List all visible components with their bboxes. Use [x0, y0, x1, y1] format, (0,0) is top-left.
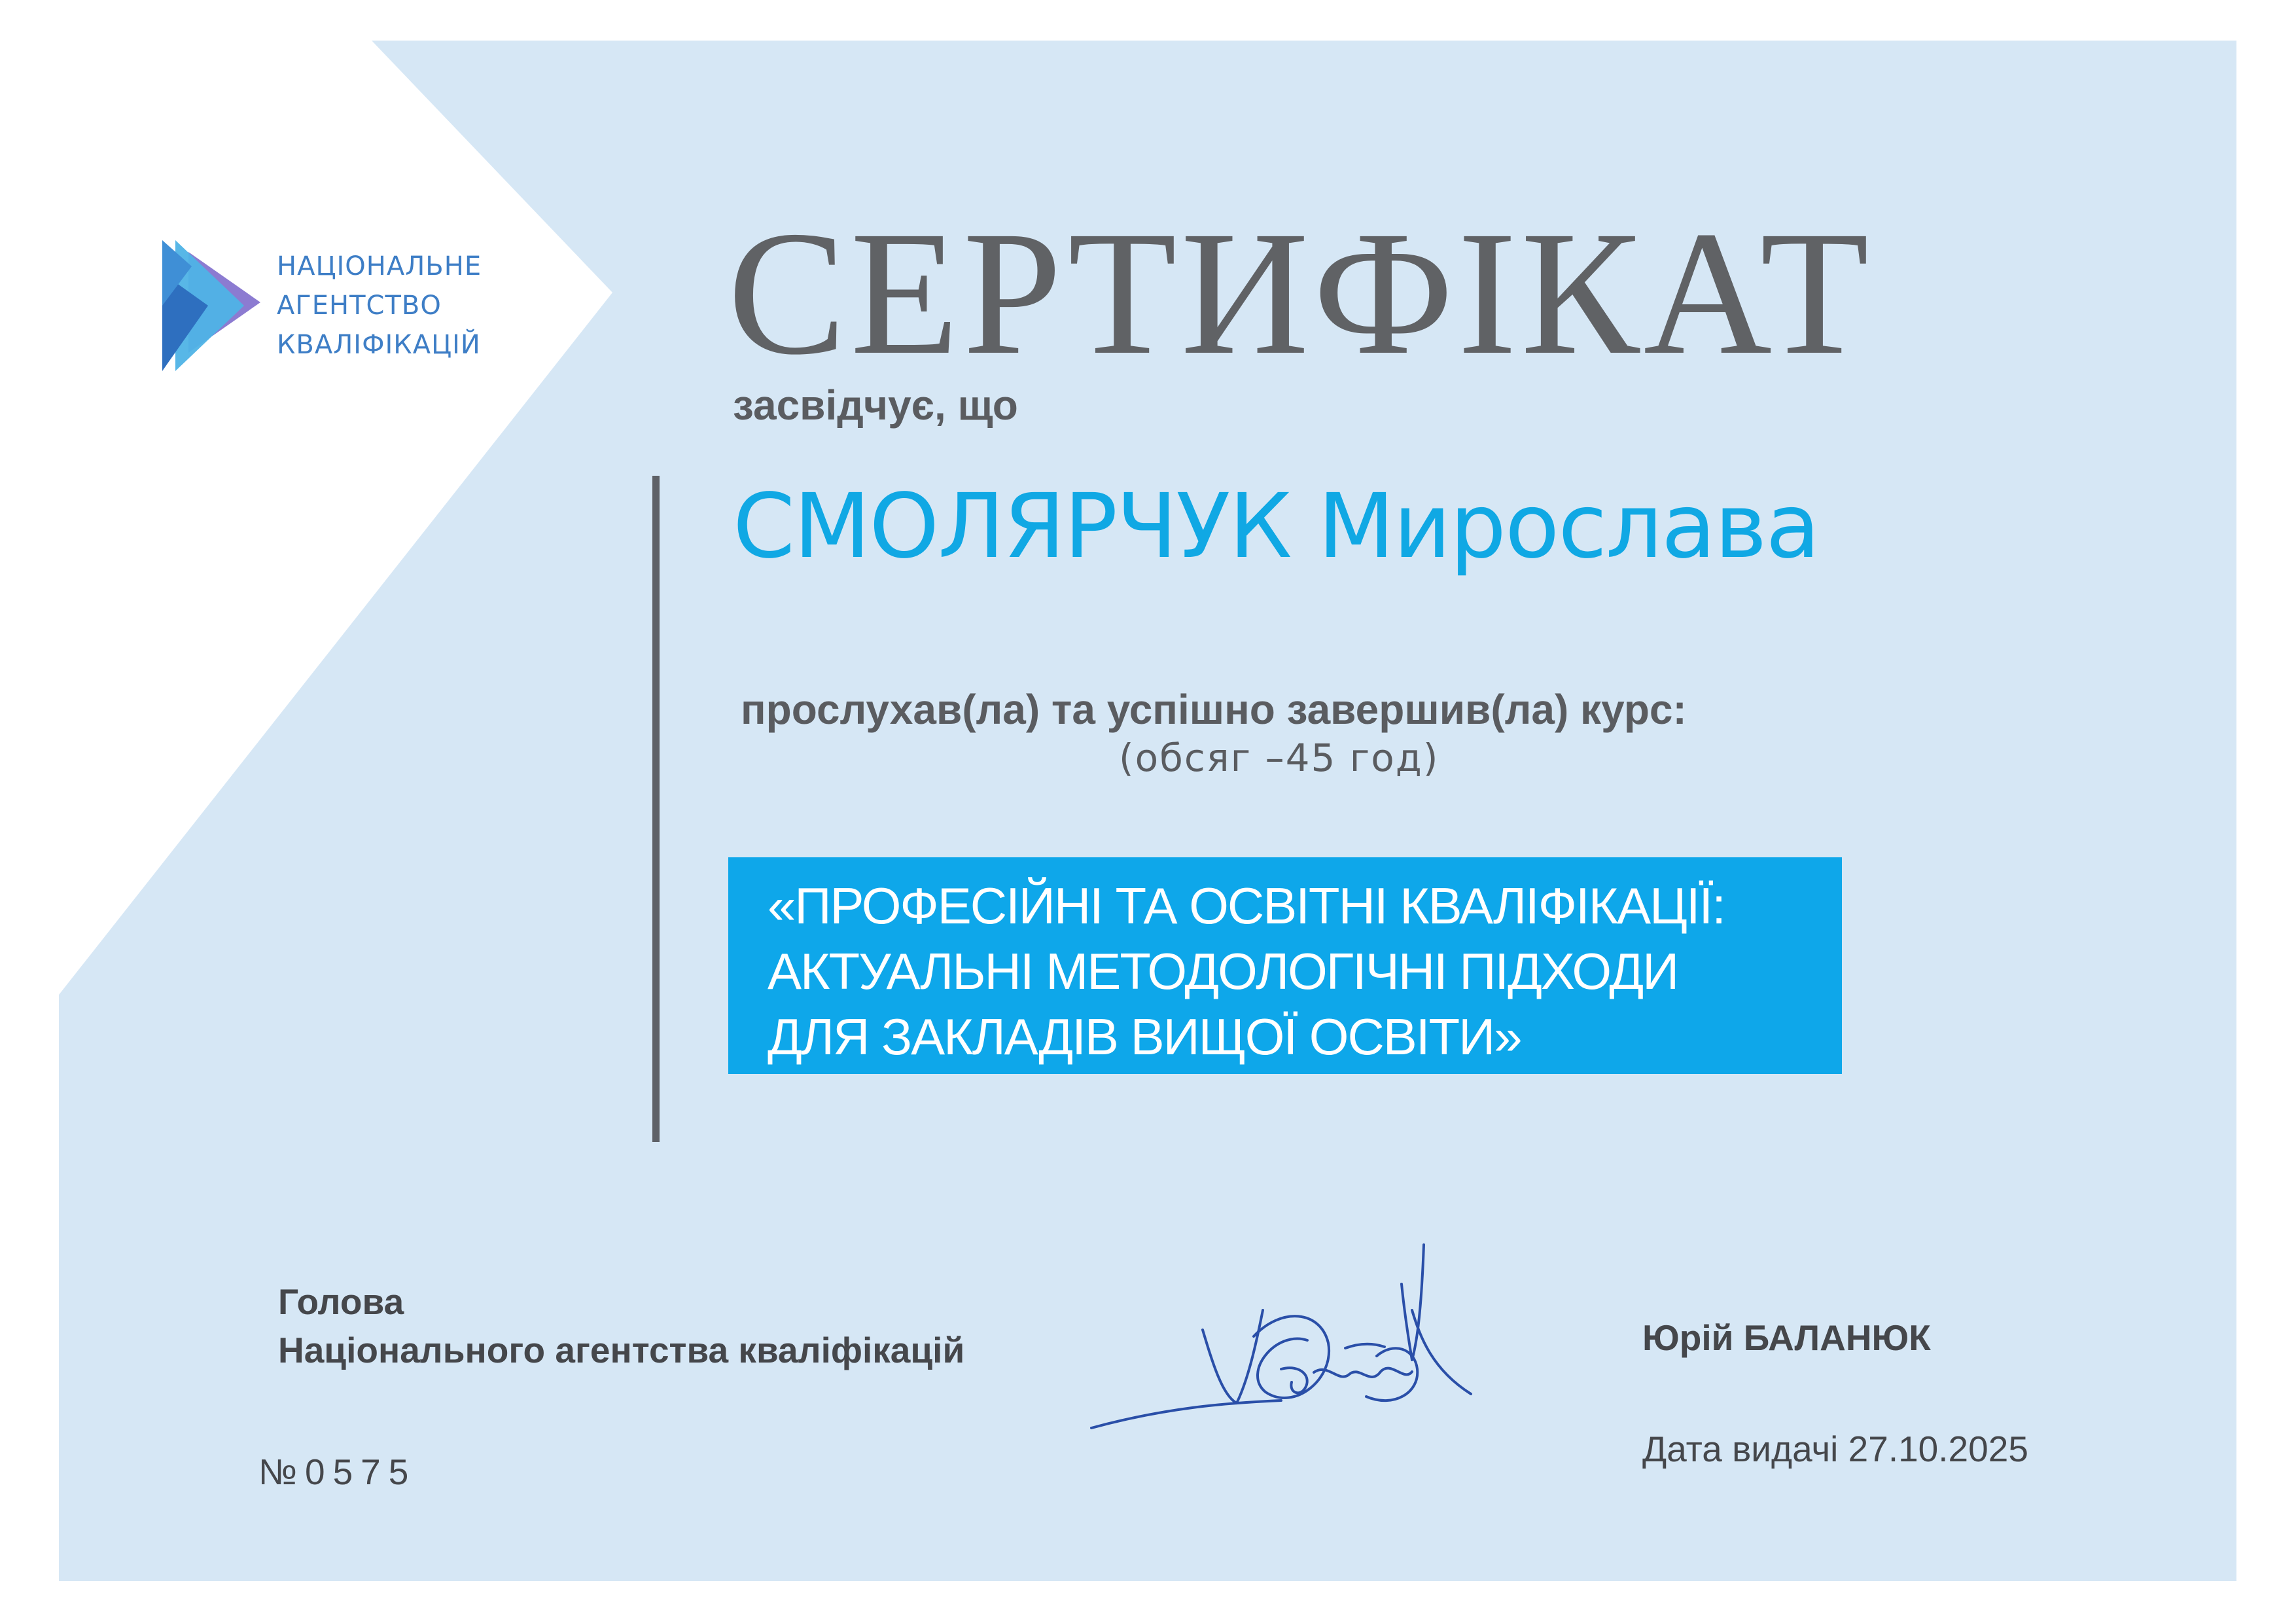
signer-role [278, 1277, 964, 1374]
signer-role-line: Голова [278, 1281, 404, 1322]
course-title-line: АКТУАЛЬНІ МЕТОДОЛОГІЧНІ ПІДХОДИ [768, 942, 1678, 1000]
course-title-line: «ПРОФЕСІЙНІ ТА ОСВІТНІ КВАЛІФІКАЦІЇ: [768, 877, 1725, 935]
agency-name-line: НАЦІОНАЛЬНЕ [277, 251, 482, 281]
stacked-triangles-logo-icon [162, 227, 267, 384]
issue-date: Дата видачі 27.10.2025 [1642, 1429, 2028, 1469]
certifies-text: засвідчує, що [733, 382, 1018, 429]
vertical-divider [652, 476, 660, 1142]
certificate [59, 41, 2236, 1581]
certificate-number: №0575 [258, 1452, 417, 1492]
course-volume: (обсяг –45 год) [1119, 736, 1439, 780]
signer-name: Юрій БАЛАНЮК [1642, 1317, 1931, 1358]
completion-text: прослухав(ла) та успішно завершив(ла) курс: [741, 686, 1687, 733]
course-title-line: ДЛЯ ЗАКЛАДІВ ВИЩОЇ ОСВІТИ» [768, 1008, 1521, 1065]
recipient-name: СМОЛЯРЧУК Мирослава [733, 475, 1819, 579]
agency-name-line: КВАЛІФІКАЦІЙ [277, 330, 481, 360]
agency-name [277, 247, 482, 365]
course-title-box [728, 857, 1842, 1074]
signature [1085, 1232, 1517, 1444]
certificate-title: СЕРТИФІКАТ [728, 194, 1873, 391]
course-title [768, 873, 1725, 1069]
handwritten-signature [1085, 1232, 1517, 1441]
signer-role-line: Національного агентства кваліфікацій [278, 1330, 965, 1370]
agency-logo [162, 227, 267, 384]
agency-name-line: АГЕНТСТВО [277, 291, 442, 321]
